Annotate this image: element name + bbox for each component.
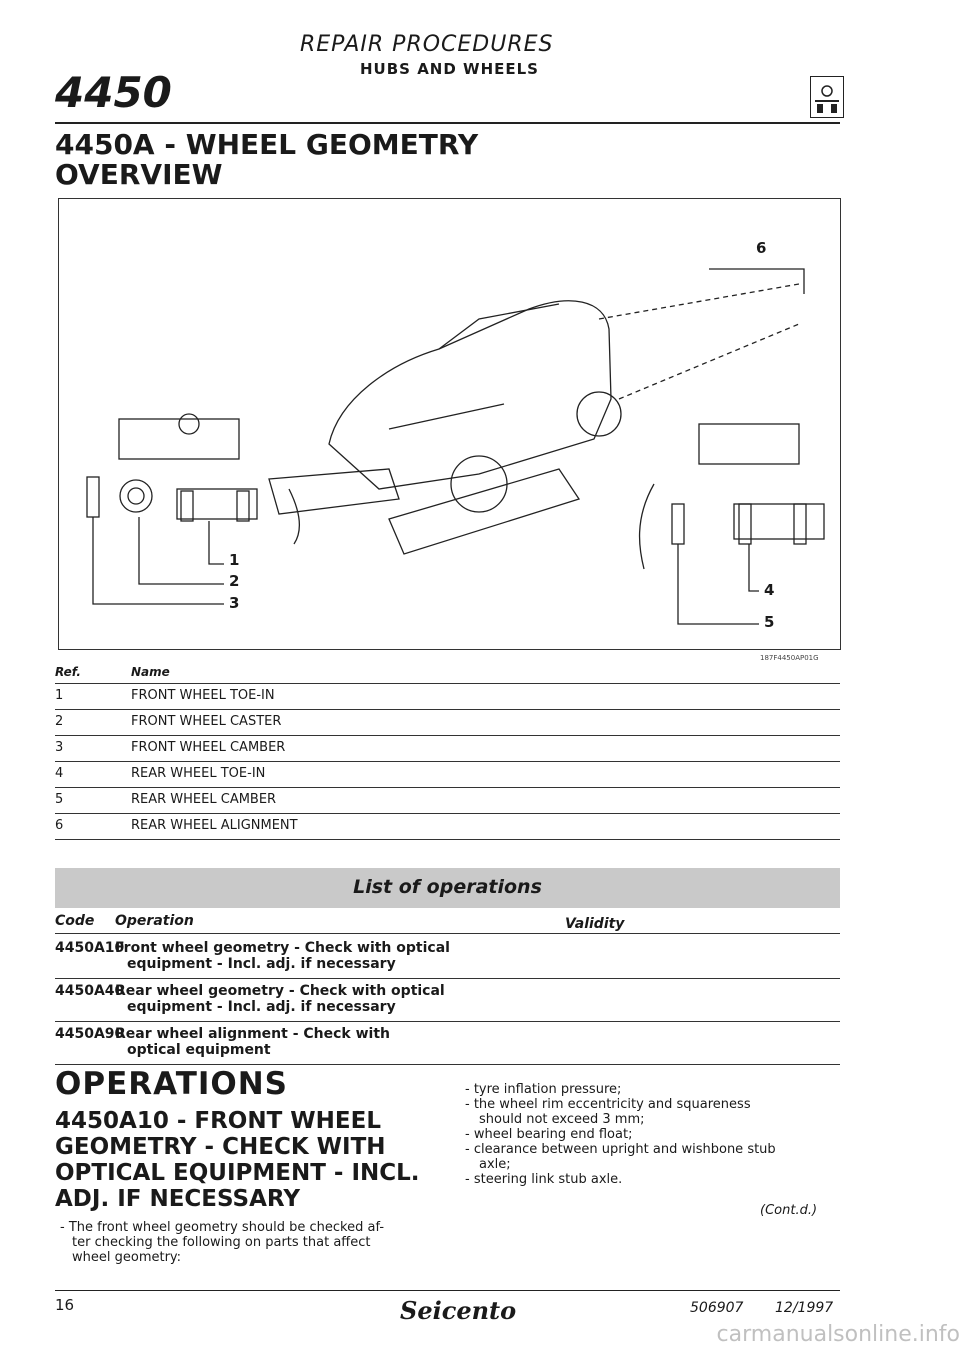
subtitle-line: 4450A10 - FRONT WHEEL (55, 1108, 381, 1134)
check-line: steering link stub axle. (473, 1172, 623, 1187)
check-line: should not exceed 3 mm; (479, 1112, 645, 1127)
table-row (55, 762, 840, 788)
check-line: clearance between upright and wishbone stub (473, 1142, 776, 1157)
wheel-alignment-icon (810, 76, 844, 118)
check-line: axle; (479, 1157, 511, 1172)
section-number: 4450 (55, 68, 172, 117)
intro-line: - The front wheel geometry should be checked af- (60, 1220, 385, 1235)
figure-callout: 1 (229, 551, 240, 569)
code-cell: 4450A90 (55, 1026, 125, 1042)
car-alignment-illustration (59, 199, 840, 649)
figure-code: 187F4450AP01G (760, 654, 819, 662)
operation-line: Rear wheel alignment - Check with (115, 1026, 391, 1042)
doc-number: 506907 (690, 1300, 744, 1316)
code-cell: 4450A40 (55, 983, 125, 999)
header-rule (55, 122, 840, 124)
header-subtitle: HUBS AND WHEELS (360, 60, 539, 78)
ref-table (55, 684, 840, 864)
figure-callout: 5 (764, 613, 775, 631)
operation-line: Rear wheel geometry - Check with optical (115, 983, 445, 999)
page-number: 16 (55, 1296, 75, 1314)
table-row (55, 710, 840, 736)
ref-cell: 1 (55, 688, 64, 703)
table-row (55, 788, 840, 814)
figure-callout: 3 (229, 594, 240, 612)
intro-paragraph (60, 1220, 430, 1265)
check-line: tyre inflation pressure; (473, 1082, 622, 1097)
figure-callout: 4 (764, 581, 775, 599)
operations-table (55, 936, 840, 1066)
ref-cell: 4 (55, 766, 64, 781)
ref-cell: 5 (55, 792, 64, 807)
wheel-geometry-figure (58, 198, 841, 650)
intro-line: wheel geometry: (72, 1250, 182, 1265)
header-title: REPAIR PROCEDURES (300, 32, 554, 57)
footer-rule (55, 1290, 840, 1291)
operations-banner-title: List of operations (353, 876, 542, 898)
ref-cell: 2 (55, 714, 64, 729)
ref-header: Ref. (55, 665, 81, 679)
figure-callout: 6 (756, 239, 767, 257)
watermark: carmanualsonline.info (716, 1322, 960, 1347)
checks-list (465, 1082, 840, 1187)
name-cell: REAR WHEEL TOE-IN (131, 766, 266, 781)
continued-note: (Cont.d.) (760, 1203, 818, 1218)
subtitle-line: GEOMETRY - CHECK WITH (55, 1134, 386, 1160)
subtitle-line: ADJ. IF NECESSARY (55, 1186, 301, 1212)
name-cell: REAR WHEEL ALIGNMENT (131, 818, 298, 833)
name-cell: FRONT WHEEL CAMBER (131, 740, 286, 755)
check-line: the wheel rim eccentricity and squareness (473, 1097, 751, 1112)
table-row (55, 736, 840, 762)
brand-logo: Seicento (400, 1296, 517, 1325)
table-row (55, 1022, 840, 1065)
figure-callout: 2 (229, 572, 240, 590)
list-item: - tyre inflation pressure; (465, 1082, 622, 1097)
doc-date: 12/1997 (775, 1300, 834, 1316)
operation-line: equipment - Incl. adj. if necessary (127, 999, 396, 1015)
subtitle-line: OPTICAL EQUIPMENT - INCL. (55, 1160, 420, 1186)
operation-subtitle (55, 1108, 455, 1212)
section-title-line: 4450A - WHEEL GEOMETRY (55, 128, 479, 161)
operations-table-header (55, 913, 840, 934)
list-item: - the wheel rim eccentricity and squareness should not exceed 3 mm; (465, 1097, 840, 1127)
table-row (55, 814, 840, 840)
section-title (55, 130, 755, 190)
name-cell: FRONT WHEEL TOE-IN (131, 688, 275, 703)
ref-table-header (55, 665, 840, 684)
ref-cell: 3 (55, 740, 64, 755)
table-row (55, 936, 840, 979)
operation-line: equipment - Incl. adj. if necessary (127, 956, 396, 972)
validity-header: Validity (565, 916, 625, 932)
name-cell: REAR WHEEL CAMBER (131, 792, 277, 807)
list-item: - wheel bearing end float; (465, 1127, 633, 1142)
list-item: - clearance between upright and wishbone stub axle; (465, 1142, 840, 1172)
code-cell: 4450A10 (55, 940, 125, 956)
code-header: Code (55, 913, 95, 929)
table-row (55, 684, 840, 710)
name-cell: FRONT WHEEL CASTER (131, 714, 282, 729)
operation-line: optical equipment (127, 1042, 271, 1058)
check-line: wheel bearing end float; (473, 1127, 633, 1142)
intro-line: ter checking the following on parts that affect (72, 1235, 371, 1250)
operation-header: Operation (115, 913, 194, 929)
operation-line: Front wheel geometry - Check with optical (115, 940, 450, 956)
operations-title: OPERATIONS (55, 1066, 289, 1102)
section-title-line: OVERVIEW (55, 158, 223, 191)
list-item: - steering link stub axle. (465, 1172, 623, 1187)
table-row (55, 979, 840, 1022)
name-header: Name (131, 665, 170, 679)
ref-cell: 6 (55, 818, 64, 833)
